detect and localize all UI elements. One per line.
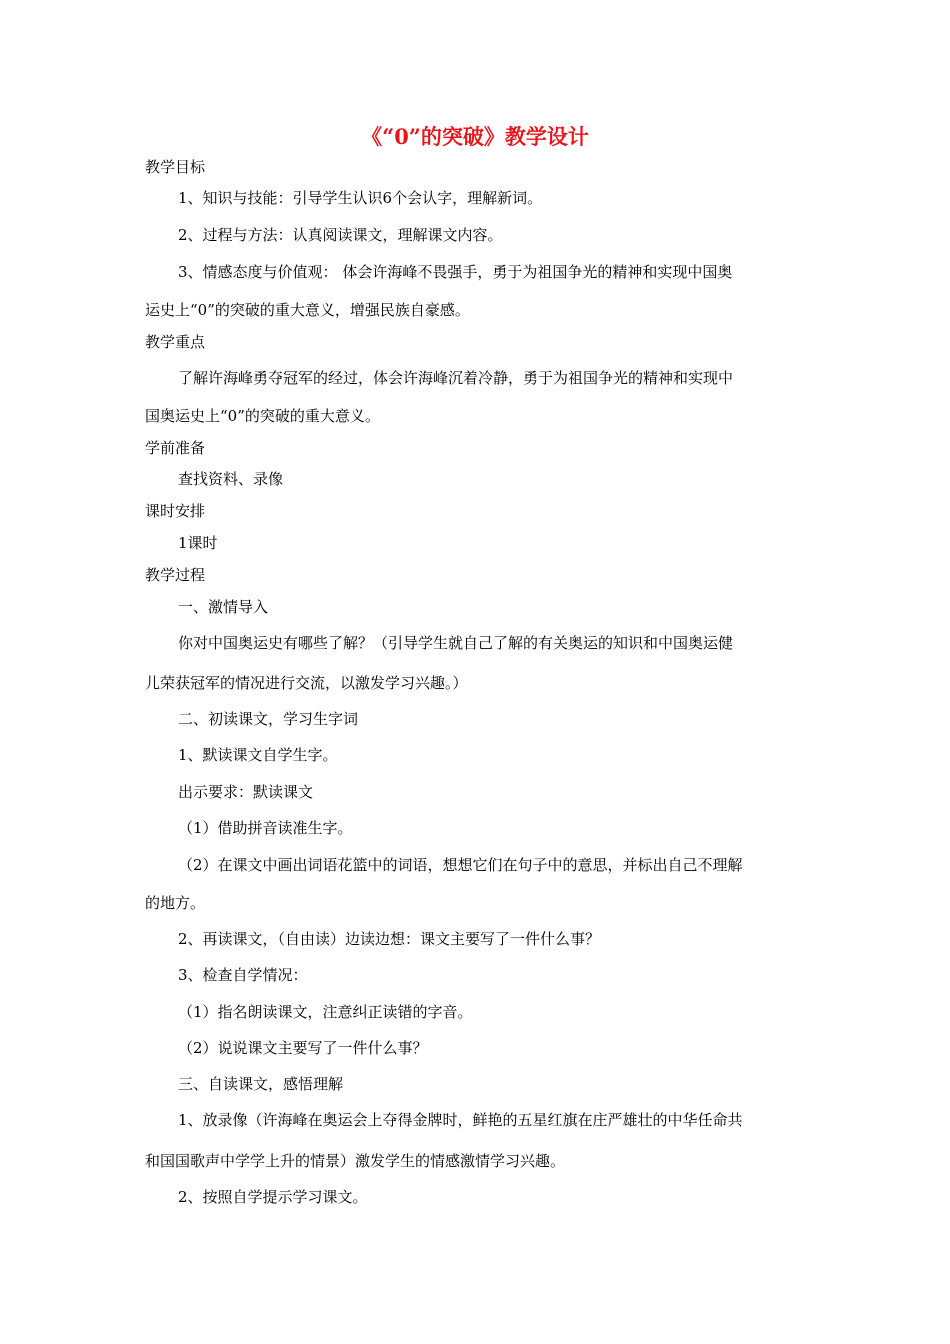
paragraph-line: （1）指名朗读课文，注意纠正读错的字音。 [178,1003,473,1021]
section-heading-process: 教学过程 [145,566,206,584]
paragraph-line-continued: 国奥运史上“0”的突破的重大意义。 [145,407,380,425]
paragraph-line: 1课时 [178,534,218,552]
paragraph-line: 一、激情导入 [178,598,269,616]
paragraph-line-continued: 的地方。 [145,894,206,912]
paragraph-line: 二、初读课文，学习生字词 [178,710,359,728]
paragraph-line: 1、默读课文自学生字。 [178,746,338,764]
paragraph-line: （2）在课文中画出词语花篮中的词语，想想它们在句子中的意思，并标出自己不理解 [178,856,743,874]
paragraph-line: 2、过程与方法：认真阅读课文，理解课文内容。 [178,226,503,244]
paragraph-line-continued: 运史上“0”的突破的重大意义，增强民族自豪感。 [145,301,470,319]
paragraph-line: 三、自读课文，感悟理解 [178,1075,344,1093]
paragraph-line: 3、情感态度与价值观： 体会许海峰不畏强手，勇于为祖国争光的精神和实现中国奥 [178,263,733,281]
paragraph-line: （1）借助拼音读准生字。 [178,819,353,837]
paragraph-line: 你对中国奥运史有哪些了解？（引导学生就自己了解的有关奥运的知识和中国奥运健 [178,634,734,652]
section-heading-key-points: 教学重点 [145,333,206,351]
paragraph-line-continued: 和国国歌声中学学上升的情景）激发学生的情感激情学习兴趣。 [145,1152,566,1170]
paragraph-line: 3、检查自学情况： [178,966,308,984]
section-heading-objectives: 教学目标 [145,158,206,176]
section-heading-schedule: 课时安排 [145,502,206,520]
paragraph-line: 出示要求：默读课文 [178,783,314,801]
paragraph-line: 1、放录像（许海峰在奥运会上夺得金牌时，鲜艳的五星红旗在庄严雄壮的中华任命共 [178,1111,743,1129]
paragraph-line: 1、知识与技能：引导学生认识6个会认字，理解新词。 [178,189,543,207]
paragraph-line: （2）说说课文主要写了一件什么事？ [178,1039,428,1057]
paragraph-line-continued: 儿荣获冠军的情况进行交流，以激发学习兴趣。） [145,674,468,692]
paragraph-line: 2、按照自学提示学习课文。 [178,1188,368,1206]
section-heading-preparation: 学前准备 [145,439,206,457]
document-title: 《“0”的突破》教学设计 [361,124,589,149]
paragraph-line: 了解许海峰勇夺冠军的经过，体会许海峰沉着冷静，勇于为祖国争光的精神和实现中 [178,369,734,387]
paragraph-line: 2、再读课文，（自由读）边读边想：课文主要写了一件什么事？ [178,930,601,948]
paragraph-line: 查找资料、录像 [178,470,284,488]
